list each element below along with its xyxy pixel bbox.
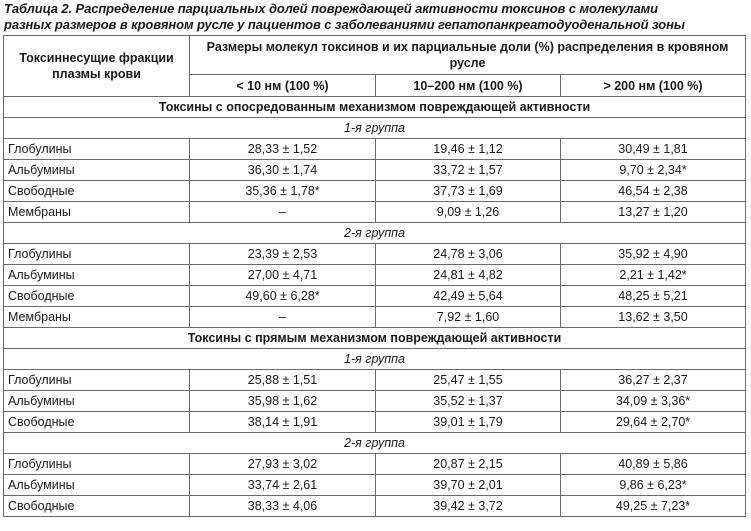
row-label: Альбумины (4, 391, 190, 412)
table-row (4, 370, 746, 391)
row-value: 39,42 ± 3,72 (376, 496, 561, 517)
table-row (4, 181, 746, 202)
group-title: 2-я группа (4, 433, 746, 454)
header-col-large: > 200 нм (100 %) (561, 75, 746, 97)
row-value: 39,70 ± 2,01 (376, 475, 561, 496)
row-value: 19,46 ± 1,12 (376, 139, 561, 160)
row-value: 33,74 ± 2,61 (190, 475, 376, 496)
row-value: 36,30 ± 1,74 (190, 160, 376, 181)
group-title: 2-я группа (4, 223, 746, 244)
row-value: 30,49 ± 1,81 (561, 139, 746, 160)
row-value: 23,39 ± 2,53 (190, 244, 376, 265)
row-label: Свободные (4, 412, 190, 433)
row-label: Глобулины (4, 139, 190, 160)
row-value: 24,81 ± 4,82 (376, 265, 561, 286)
row-value: 27,00 ± 4,71 (190, 265, 376, 286)
row-value: 33,72 ± 1,57 (376, 160, 561, 181)
row-value: 49,25 ± 7,23* (561, 496, 746, 517)
row-label: Глобулины (4, 454, 190, 475)
header-col-medium: 10–200 нм (100 %) (376, 75, 561, 97)
row-label: Свободные (4, 286, 190, 307)
row-value: 39,01 ± 1,79 (376, 412, 561, 433)
row-label: Глобулины (4, 370, 190, 391)
row-value: 28,33 ± 1,52 (190, 139, 376, 160)
row-value: 25,88 ± 1,51 (190, 370, 376, 391)
row-label: Свободные (4, 181, 190, 202)
row-label: Альбумины (4, 160, 190, 181)
row-label: Альбумины (4, 475, 190, 496)
header-col-small: < 10 нм (100 %) (190, 75, 376, 97)
row-value: 34,09 ± 3,36* (561, 391, 746, 412)
group-title: 1-я группа (4, 349, 746, 370)
table-row (4, 202, 746, 223)
row-label: Альбумины (4, 265, 190, 286)
section-title: Токсины с опосредованным механизмом повреждающей активности (4, 97, 746, 118)
row-value: 38,33 ± 4,06 (190, 496, 376, 517)
caption-line-1: Таблица 2. Распределение парциальных долей повреждающей активности токсинов с молекулами (4, 1, 658, 16)
row-value: 9,09 ± 1,26 (376, 202, 561, 223)
row-value: 35,98 ± 1,62 (190, 391, 376, 412)
table-row (4, 454, 746, 475)
table-row (4, 475, 746, 496)
section-title: Токсины с прямым механизмом повреждающей активности (4, 328, 746, 349)
table-body (4, 97, 746, 517)
row-value: 36,27 ± 2,37 (561, 370, 746, 391)
table-row (4, 265, 746, 286)
row-value: 9,70 ± 2,34* (561, 160, 746, 181)
table-caption (4, 1, 749, 33)
data-table (3, 35, 746, 517)
header-sizes: Размеры молекул токсинов и их парциальные доли (%) распределения в кровяном русле (190, 36, 746, 75)
row-value: 24,78 ± 3,06 (376, 244, 561, 265)
group-title: 1-я группа (4, 118, 746, 139)
row-value: 46,54 ± 2,38 (561, 181, 746, 202)
row-value: 49,60 ± 6,28* (190, 286, 376, 307)
row-value: 48,25 ± 5,21 (561, 286, 746, 307)
row-value: 7,92 ± 1,60 (376, 307, 561, 328)
row-value: 42,49 ± 5,64 (376, 286, 561, 307)
row-label: Мембраны (4, 307, 190, 328)
row-value: – (190, 307, 376, 328)
table-row (4, 139, 746, 160)
table-row (4, 391, 746, 412)
row-label: Глобулины (4, 244, 190, 265)
caption-line-2: разных размеров в кровяном русле у пациентов с заболеваниями гепатопанкреатодуоденальной зоны (4, 17, 685, 32)
row-value: 29,64 ± 2,70* (561, 412, 746, 433)
row-value: 9,86 ± 6,23* (561, 475, 746, 496)
row-value: 25,47 ± 1,55 (376, 370, 561, 391)
row-value: 2,21 ± 1,42* (561, 265, 746, 286)
table-row (4, 496, 746, 517)
row-value: 35,36 ± 1,78* (190, 181, 376, 202)
row-value: 35,52 ± 1,37 (376, 391, 561, 412)
row-value: 20,87 ± 2,15 (376, 454, 561, 475)
row-value: 38,14 ± 1,91 (190, 412, 376, 433)
header-fraction: Токсиннесущие фракции плазмы крови (4, 36, 190, 97)
table-row (4, 412, 746, 433)
row-label: Мембраны (4, 202, 190, 223)
table-row (4, 307, 746, 328)
row-value: 37,73 ± 1,69 (376, 181, 561, 202)
table-row (4, 160, 746, 181)
table-row (4, 286, 746, 307)
row-value: 13,62 ± 3,50 (561, 307, 746, 328)
row-value: 35,92 ± 4,90 (561, 244, 746, 265)
row-label: Свободные (4, 496, 190, 517)
row-value: 13,27 ± 1,20 (561, 202, 746, 223)
row-value: 27,93 ± 3,02 (190, 454, 376, 475)
row-value: 40,89 ± 5,86 (561, 454, 746, 475)
table-row (4, 244, 746, 265)
row-value: – (190, 202, 376, 223)
